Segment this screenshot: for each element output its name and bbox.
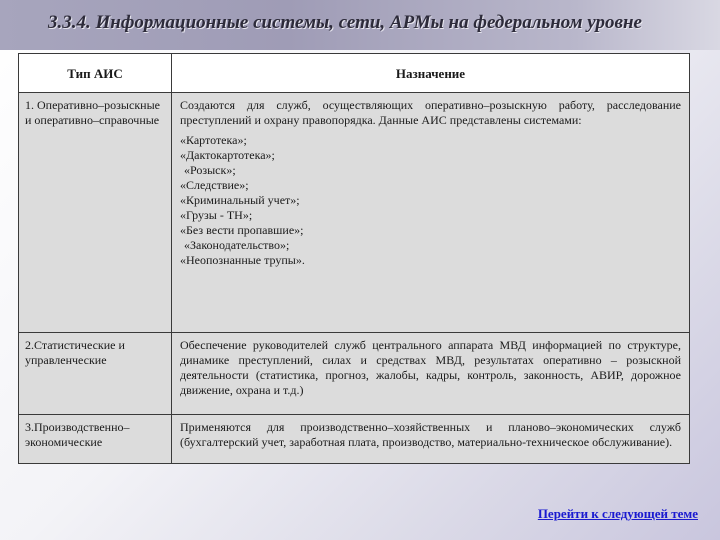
- ais-table: [18, 53, 690, 464]
- table-row: [19, 93, 690, 333]
- list-item: «Грузы - ТН»;: [180, 208, 253, 222]
- table-row: [19, 333, 690, 415]
- list-item: «Дактокартотека»;: [180, 148, 275, 162]
- header-purpose: Назначение: [172, 54, 690, 93]
- list-item: «Криминальный учет»;: [180, 193, 300, 207]
- slide-title: 3.3.4. Информационные системы, сети, АРМы на федеральном уровне: [48, 12, 642, 33]
- next-topic-link[interactable]: Перейти к следующей теме: [537, 506, 698, 521]
- table-header-row: [19, 54, 690, 93]
- systems-list: [180, 133, 681, 268]
- list-item: «Розыск»;: [184, 163, 236, 177]
- row-purpose-cell: Обеспечение руководителей служб центрального аппарата МВД информацией по структуре, динамике преступлений, силах и средствах МВД, результатах оперативно – розыскной деятельности (статистика, прогноз, жалобы, кадры, контроль, законность, АВИР, дорожное движение, охрана и т.д.): [172, 333, 690, 415]
- list-item: «Следствие»;: [180, 178, 249, 192]
- row-purpose-cell: Применяются для производственно–хозяйственных и планово–экономических служб (бухгалтерский учет, заработная плата, производство, материально-техническое обслуживание).: [172, 415, 690, 464]
- list-item: «Картотека»;: [180, 133, 247, 147]
- list-item: «Законодательство»;: [184, 238, 290, 252]
- table-row: [19, 415, 690, 464]
- purpose-text: Создаются для служб, осуществляющих оперативно–розыскную работу, расследование преступлений и охрану правопорядка. Данные АИС представлены системами:: [180, 98, 681, 127]
- header-type: Тип АИС: [19, 54, 172, 93]
- list-item: «Неопознанные трупы».: [180, 253, 305, 267]
- row-purpose-cell: [172, 93, 690, 333]
- list-item: «Без вести пропавшие»;: [180, 223, 304, 237]
- row-type-cell: 2.Статистические и управленческие: [19, 333, 172, 415]
- row-type-cell: 3.Производственно–экономические: [19, 415, 172, 464]
- row-type-cell: 1. Оперативно–розыскные и оперативно–справочные: [19, 93, 172, 333]
